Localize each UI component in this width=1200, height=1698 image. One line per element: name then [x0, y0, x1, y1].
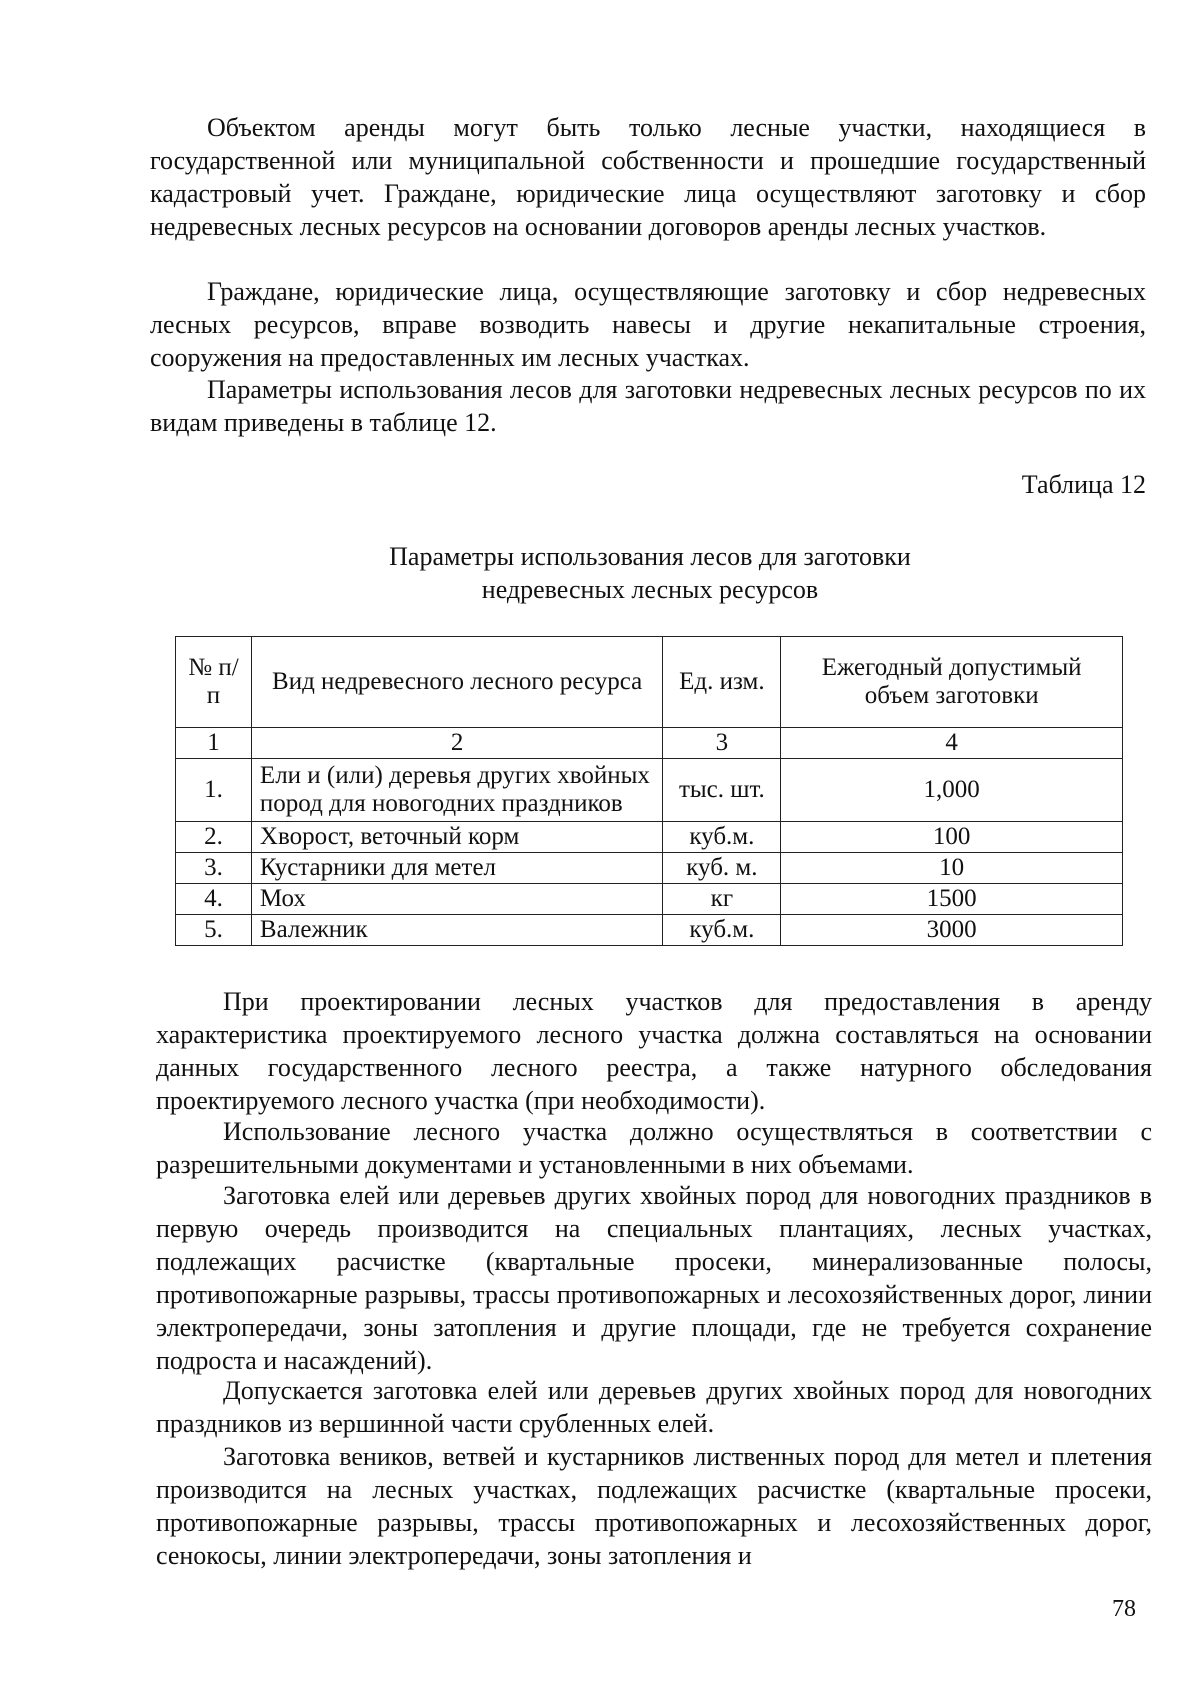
paragraph-usage-permits: Использование лесного участка должно осуществляться в соответствии с разрешительными документами и установленными в них объемами.	[156, 1117, 1152, 1179]
paragraph-parameters-intro: Параметры использования лесов для заготовки недревесных лесных ресурсов по их видам приведены в таблице 12.	[150, 375, 1146, 437]
row-unit: куб.м.	[663, 822, 781, 853]
paragraph-brooms-harvest: Заготовка веников, ветвей и кустарников лиственных пород для метел и плетения производится на лесных участках, подлежащих расчистке (квартальные просеки, противопожарные разрывы, трассы противопожарных и лесохозяйственных дорог, сенокосы, линии электропередачи, зоны затопления и	[156, 1442, 1152, 1570]
table-row	[176, 884, 1123, 915]
row-unit: кг	[663, 884, 781, 915]
row-resource: Валежник	[251, 915, 663, 946]
column-number: 1	[176, 728, 252, 759]
row-volume: 100	[781, 822, 1123, 853]
table-header-row	[176, 637, 1123, 728]
column-number: 3	[663, 728, 781, 759]
table-row	[176, 759, 1123, 822]
paragraph-treetop-harvest: Допускается заготовка елей или деревьев других хвойных пород для новогодних праздников из вершинной части срубленных елей.	[156, 1376, 1152, 1438]
row-number: 2.	[176, 822, 252, 853]
paragraph-spruce-harvest: Заготовка елей или деревьев других хвойных пород для новогодних праздников в первую очередь производится на специальных плантациях, лесных участках, подлежащих расчистке (квартальные просеки, минерализованные полосы, противопожарные разрывы, трассы противопожарных и лесохозяйственных дорог, линии электропередачи, зоны затопления и другие площади, где не требуется сохранение подроста и насаждений).	[156, 1181, 1152, 1375]
row-resource: Хворост, веточный корм	[251, 822, 663, 853]
table-label: Таблица 12	[1021, 470, 1146, 499]
paragraph-structures: Граждане, юридические лица, осуществляющие заготовку и сбор недревесных лесных ресурсов, вправе возводить навесы и другие некапитальные строения, сооружения на предоставленных им лесных участках.	[150, 277, 1146, 372]
row-number: 5.	[176, 915, 252, 946]
header-volume: Ежегодный допустимый объем заготовки	[781, 637, 1123, 728]
column-number: 2	[251, 728, 663, 759]
table-caption	[300, 540, 1000, 606]
row-resource: Мох	[251, 884, 663, 915]
row-number: 4.	[176, 884, 252, 915]
row-volume: 1500	[781, 884, 1123, 915]
table-column-numbers-row	[176, 728, 1123, 759]
row-unit: куб.м.	[663, 915, 781, 946]
row-volume: 3000	[781, 915, 1123, 946]
row-resource: Кустарники для метел	[251, 853, 663, 884]
resources-table	[175, 636, 1123, 946]
table-caption-line1: Параметры использования лесов для заготовки	[389, 542, 911, 571]
row-number: 1.	[176, 759, 252, 822]
table-row	[176, 915, 1123, 946]
row-unit: куб. м.	[663, 853, 781, 884]
header-unit: Ед. изм.	[663, 637, 781, 728]
row-unit: тыс. шт.	[663, 759, 781, 822]
header-number: № п/п	[176, 637, 252, 728]
row-number: 3.	[176, 853, 252, 884]
table-caption-line2: недревесных лесных ресурсов	[481, 575, 819, 604]
row-volume: 10	[781, 853, 1123, 884]
row-resource: Ели и (или) деревья других хвойных пород для новогодних праздников	[251, 759, 663, 822]
paragraph-design-plots: При проектировании лесных участков для предоставления в аренду характеристика проектируемого лесного участка должна составляться на основании данных государственного лесного реестра, а также натурного обследования проектируемого лесного участка (при необходимости).	[156, 987, 1152, 1115]
row-volume: 1,000	[781, 759, 1123, 822]
page-number: 78	[1112, 1596, 1136, 1622]
column-number: 4	[781, 728, 1123, 759]
header-resource: Вид недревесного лесного ресурса	[251, 637, 663, 728]
paragraph-lease-object: Объектом аренды могут быть только лесные участки, находящиеся в государственной или муниципальной собственности и прошедшие государственный кадастровый учет. Граждане, юридические лица осуществляют заготовку и сбор недревесных лесных ресурсов на основании договоров аренды лесных участков.	[150, 113, 1146, 241]
table-row	[176, 853, 1123, 884]
table-row	[176, 822, 1123, 853]
